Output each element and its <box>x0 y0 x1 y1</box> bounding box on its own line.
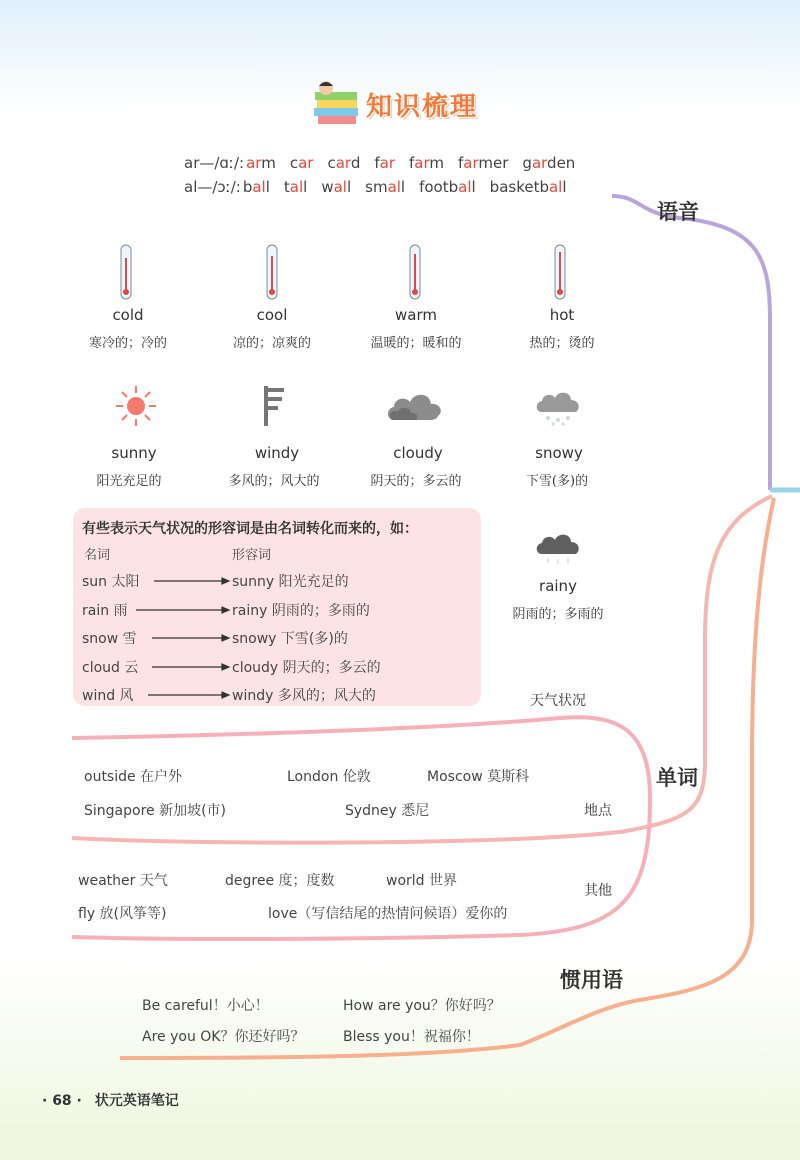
phonics-word: far <box>374 154 395 172</box>
place-sydney: Sydney 悉尼 <box>345 803 430 819</box>
phonics-word: card <box>327 154 361 172</box>
noun-rain: rain 雨 <box>82 603 128 619</box>
other-fly: fly 放(风筝等) <box>78 906 167 922</box>
highlighted-letters: ar <box>246 154 262 172</box>
phonics-word: car <box>289 154 314 172</box>
word-windy: windy <box>254 444 300 462</box>
word-sunny-meaning: 阳光充足的 <box>96 474 162 489</box>
phrase-be-careful: Be careful！小心！ <box>142 998 269 1014</box>
branch-label-words: 单词 <box>656 766 698 790</box>
noun-column-header: 名词 <box>84 548 111 563</box>
word-warm-meaning: 温暖的；暖和的 <box>370 336 462 351</box>
adjective-column-header: 形容词 <box>232 548 272 563</box>
word-snowy: snowy <box>535 444 583 462</box>
word-cold: cold <box>112 306 144 324</box>
word-sunny: sunny <box>111 444 157 462</box>
sublabel-others: 其他 <box>584 883 612 899</box>
highlighted-letters: al <box>548 178 563 196</box>
sublabel-weather: 天气状况 <box>530 693 586 709</box>
other-weather: weather 天气 <box>78 873 168 889</box>
word-snowy-meaning: 下雪(多)的 <box>525 474 589 489</box>
phonics-word: ball <box>242 178 270 196</box>
phonics-word: garden <box>522 154 576 172</box>
highlighted-letters: ar <box>414 154 430 172</box>
word-cold-meaning: 寒冷的；冷的 <box>88 336 167 351</box>
adj-windy: windy 多风的；风大的 <box>232 688 376 704</box>
phrase-bless-you: Bless you！祝福你！ <box>343 1029 480 1045</box>
highlighted-letters: ar <box>531 154 548 172</box>
highlighted-letters: al <box>252 178 266 196</box>
other-degree: degree 度；度数 <box>225 873 335 889</box>
other-world: world 世界 <box>386 873 457 889</box>
branch-label-pronunciation: 语音 <box>657 200 699 224</box>
noun-snow: snow 雪 <box>82 631 137 647</box>
other-love: love（写信结尾的热情问候语）爱你的 <box>268 906 508 922</box>
word-hot-meaning: 热的；烫的 <box>529 336 595 351</box>
page-footer <box>42 1090 179 1110</box>
box-title: 有些表示天气状况的形容词是由名词转化而来的，如： <box>82 521 418 537</box>
word-warm: warm <box>395 306 437 324</box>
place-london: London 伦敦 <box>287 769 371 785</box>
adj-snowy: snowy 下雪(多)的 <box>232 631 348 647</box>
phonics-word: arm <box>246 154 276 172</box>
phonics-word: farm <box>408 154 444 172</box>
noun-wind: wind 风 <box>82 688 134 704</box>
phonics-rule-label: ar—/ɑː/: <box>184 154 245 172</box>
word-cool: cool <box>256 306 288 324</box>
highlighted-letters: ar <box>298 154 314 172</box>
highlighted-letters: ar <box>335 154 351 172</box>
word-rainy-meaning: 阴雨的；多雨的 <box>512 607 604 622</box>
highlighted-letters: ar <box>463 154 479 172</box>
place-moscow: Moscow 莫斯科 <box>427 769 530 785</box>
phrase-are-you-ok: Are you OK？你还好吗？ <box>142 1029 305 1045</box>
word-cloudy-meaning: 阴天的；多云的 <box>370 474 462 489</box>
page-number: · 68 · <box>42 1093 82 1109</box>
adj-sunny: sunny 阳光充足的 <box>232 574 349 590</box>
word-windy-meaning: 多风的；风大的 <box>228 474 320 489</box>
highlighted-letters: ar <box>379 154 395 172</box>
sublabel-places: 地点 <box>584 803 612 819</box>
phonics-rule-label: al—/ɔː/: <box>184 178 241 196</box>
phonics-word: tall <box>283 178 308 196</box>
branch-label-phrases: 惯用语 <box>560 968 623 992</box>
rain-cloud-icon <box>534 526 582 566</box>
place-singapore: Singapore 新加坡(市) <box>84 803 227 819</box>
highlighted-letters: al <box>458 178 472 196</box>
phonics-word: football <box>419 178 476 196</box>
phonics-word: basketball <box>489 178 567 196</box>
adj-cloudy: cloudy 阴天的；多云的 <box>232 660 381 676</box>
phrase-how-are-you: How are you？你好吗？ <box>343 998 501 1014</box>
adj-rainy: rainy 阴雨的；多雨的 <box>232 603 370 619</box>
highlighted-letters: al <box>333 178 347 196</box>
highlighted-letters: al <box>289 178 304 196</box>
book-title: 状元英语笔记 <box>94 1093 179 1109</box>
highlighted-letters: al <box>387 178 401 196</box>
phonics-word: small <box>365 178 406 196</box>
noun-cloud: cloud 云 <box>82 660 139 676</box>
word-cool-meaning: 凉的；凉爽的 <box>232 336 311 351</box>
place-outside: outside 在户外 <box>84 769 183 785</box>
phonics-word: farmer <box>458 154 509 172</box>
word-rainy: rainy <box>539 577 577 595</box>
page-title: 知识梳理 <box>366 92 479 122</box>
word-hot: hot <box>549 306 575 324</box>
noun-sun: sun 太阳 <box>82 574 140 590</box>
word-cloudy: cloudy <box>393 444 443 462</box>
phonics-word: wall <box>321 178 352 196</box>
